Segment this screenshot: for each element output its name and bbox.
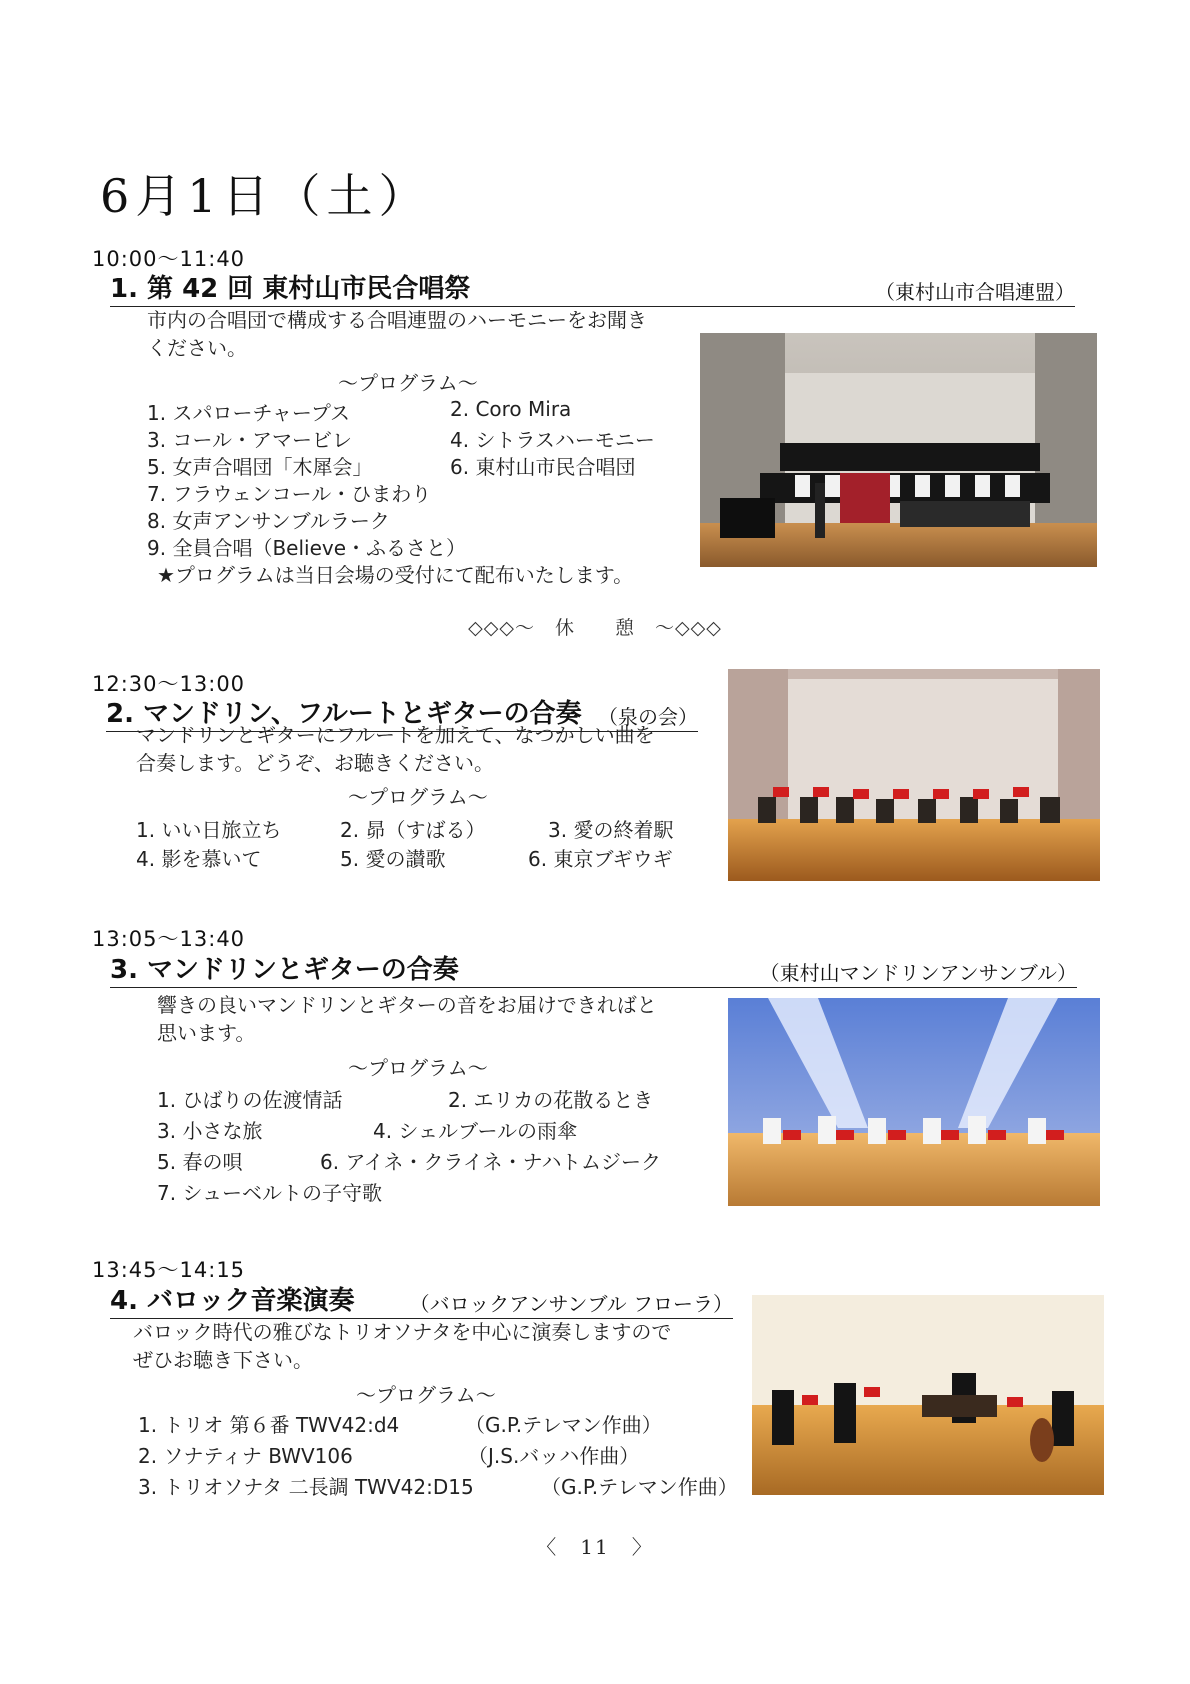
list-item: 4. シトラスハーモニー (450, 428, 655, 452)
event-1-desc-line-2: ください。 (147, 336, 247, 360)
list-item: 3. トリオソナタ 二長調 TWV42:D15 (138, 1475, 474, 1499)
event-1-title: 1. 第 42 回 東村山市民合唱祭 (110, 274, 471, 304)
list-item: 7. シューベルトの子守歌 (157, 1181, 383, 1205)
event-3-desc-line-2: 思います。 (157, 1021, 256, 1045)
list-item: 1. トリオ 第６番 TWV42:d4 (138, 1413, 400, 1437)
list-item: （G.P.テレマン作曲） (541, 1475, 738, 1499)
event-4-title: 4. バロック音楽演奏 (110, 1286, 355, 1316)
list-item: 1. いい日旅立ち (136, 818, 282, 842)
event-1-org: （東村山市合唱連盟） (875, 280, 1075, 304)
list-item: 4. シェルブールの雨傘 (373, 1119, 578, 1143)
event-1-time: 10:00～11:40 (92, 247, 246, 271)
list-item: 4. 影を慕いて (136, 847, 262, 871)
mandolin-guitar-photo (728, 998, 1100, 1206)
event-3-description (157, 991, 657, 1047)
event-2-desc-line-2: 合奏します。どうぞ、お聴きください。 (136, 751, 494, 775)
event-4-time: 13:45～14:15 (92, 1258, 246, 1282)
event-3-program-heading: ～プログラム～ (348, 1056, 488, 1080)
list-item: 2. Coro Mira (450, 397, 572, 421)
event-3-header (110, 949, 1077, 988)
list-item: 6. アイネ・クライネ・ナハトムジーク (320, 1150, 662, 1174)
event-3-time: 13:05～13:40 (92, 927, 246, 951)
list-item: 8. 女声アンサンブルラーク (147, 509, 390, 533)
event-2-time: 12:30～13:00 (92, 672, 246, 696)
event-2-desc-line-1: マンドリンとギターにフルートを加えて、なつかしい曲を (136, 723, 655, 747)
baroque-ensemble-photo (752, 1295, 1104, 1495)
event-3-desc-line-1: 響きの良いマンドリンとギターの音をお届けできればと (157, 993, 657, 1017)
mandolin-flute-guitar-photo (728, 669, 1100, 881)
list-item: 5. 春の唄 (157, 1150, 243, 1174)
event-4-org: （バロックアンサンブル フローラ） (409, 1292, 733, 1316)
event-2-org: （泉の会） (598, 705, 698, 729)
list-item: 1. スパローチャープス (147, 401, 351, 425)
event-3-org: （東村山マンドリンアンサンブル） (759, 961, 1077, 985)
event-2-program-heading: ～プログラム～ (348, 785, 488, 809)
break-divider: ◇◇◇～ 休 憩 ～◇◇◇ (468, 617, 722, 639)
list-item: 3. 小さな旅 (157, 1119, 263, 1143)
list-item: 9. 全員合唱（Believe・ふるさと） (147, 536, 467, 560)
event-2-title: 2. マンドリン、フルートとギターの合奏 (106, 699, 582, 729)
list-item: 7. フラウェンコール・ひまわり (147, 482, 432, 506)
list-item: 6. 東村山市民合唱団 (450, 455, 636, 479)
event-4-description (133, 1318, 671, 1374)
list-item: 2. ソナティナ BWV106 (138, 1444, 353, 1468)
event-2-description (136, 721, 655, 777)
event-1-note: ★プログラムは当日会場の受付にて配布いたします。 (157, 563, 634, 587)
page-title: 6月1日（土） (100, 169, 431, 223)
list-item: 6. 東京ブギウギ (528, 847, 673, 871)
page-number: 〈 11 〉 (536, 1535, 654, 1559)
list-item: （J.S.バッハ作曲） (468, 1444, 640, 1468)
list-item: 2. 昴（すばる） (340, 818, 486, 842)
event-1-header (110, 268, 1075, 307)
list-item: 2. エリカの花散るとき (448, 1088, 654, 1112)
list-item: 1. ひばりの佐渡情話 (157, 1088, 343, 1112)
list-item: （G.P.テレマン作曲） (465, 1413, 662, 1437)
event-1-program-heading: ～プログラム～ (338, 371, 478, 395)
event-4-desc-line-1: バロック時代の雅びなトリオソナタを中心に演奏しますので (133, 1320, 672, 1344)
list-item: 5. 女声合唱団「木犀会」 (147, 455, 373, 479)
choir-photo (700, 333, 1097, 567)
event-3-title: 3. マンドリンとギターの合奏 (110, 955, 459, 985)
event-1-desc-line-1: 市内の合唱団で構成する合唱連盟のハーモニーをお聞き (147, 308, 647, 332)
event-4-program-heading: ～プログラム～ (356, 1383, 496, 1407)
event-4-desc-line-2: ぜひお聴き下さい。 (133, 1348, 313, 1372)
list-item: 5. 愛の讃歌 (340, 847, 446, 871)
list-item: 3. コール・アマービレ (147, 428, 353, 452)
event-4-header (110, 1280, 733, 1319)
list-item: 3. 愛の終着駅 (548, 818, 674, 842)
event-1-description (147, 306, 647, 362)
